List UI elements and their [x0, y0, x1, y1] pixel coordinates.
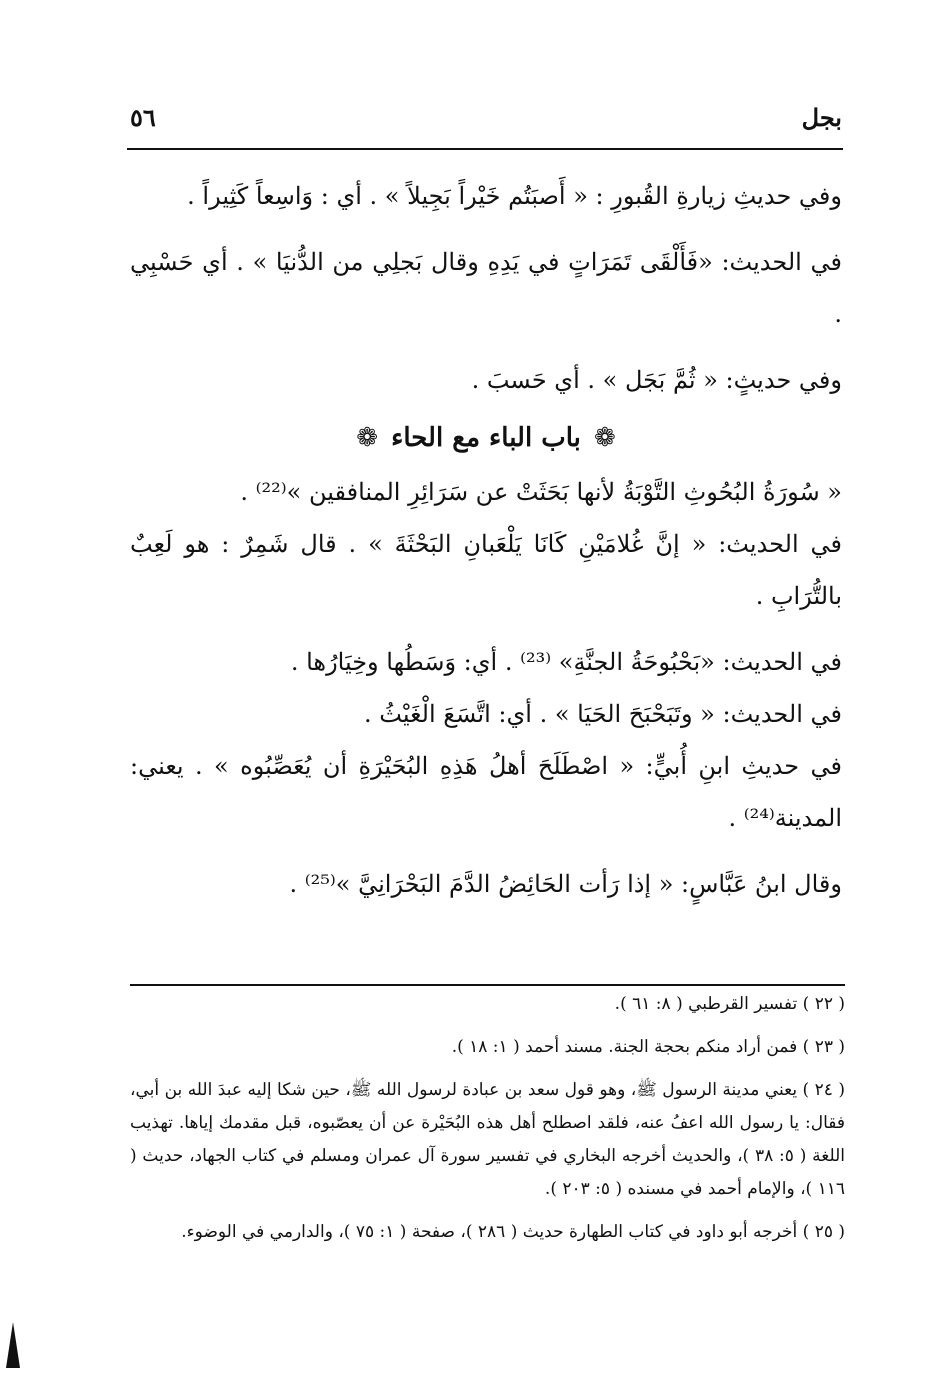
paragraph-5: في الحديث: « إنَّ غُلامَيْنِ كَانَا يَلْعَبانِ البَحْثَةَ » . قال شَمِرٌ : هو لَعِبٌ بالتُّرَابِ .: [130, 530, 842, 610]
ornament-left-icon: ❁: [356, 423, 379, 453]
paragraph-9: وقال ابنُ عَبَّاسٍ: « إذا رَأت الحَائِضُ الدَّمَ البَحْرَانِيَّ »⁽²⁵⁾ .: [289, 870, 842, 898]
paragraph-3: وفي حديثٍ: « ثُمَّ بَجَل » . أي حَسبَ .: [471, 366, 842, 394]
entry-word-header: بجل: [801, 103, 842, 132]
footnote-rule: [130, 984, 845, 986]
section-heading: [130, 412, 842, 464]
footnote-25: ( ٢٥ ) أخرجه أبو داود في كتاب الطهارة حديث ( ٢٨٦ )، صفحة ( ١: ٧٥ )، والدارمي في الوضوء.: [181, 1222, 845, 1242]
paragraph-4: « سُورَةُ البُحُوثِ التَّوْبَةُ لأنها بَحَثَتْ عن سَرَائِرِ المنافقين »⁽²²⁾ .: [240, 478, 842, 506]
main-text: [130, 170, 842, 910]
paragraph-8: في حديثِ ابنِ أُبيٍّ: « اصْطَلَحَ أهلُ هَذِهِ البُحَيْرَةِ أن يُعَصِّبُوه » . يعني: المدينة⁽²⁴⁾ .: [130, 752, 842, 832]
header-rule: [127, 148, 843, 150]
paragraph-7: في الحديث: « وتَبَحْبَحَ الحَيَا » . أي: اتَّسَعَ الْغَيْثُ .: [364, 700, 842, 728]
footnote-24: ( ٢٤ ) يعني مدينة الرسول ﷺ، وهو قول سعد بن عبادة لرسول الله ﷺ، حين شكا إليه عبدَ الله بن أبي، فقال: يا رسول الله اعفُ عنه، فلقد اصطلح أهل هذه البُحَيْرة عن أن يعصّبوه، قبل مقدمك إياها. تهذيب اللغة ( ٥: ٣٨ )، والحديث أخرجه البخاري في تفسير سورة آل عمران ومسلم في كتاب الجهاد، حديث ( ١١٦ )، والإمام أحمد في مسنده ( ٥: ٢٠٣ ).: [130, 1080, 845, 1199]
footnote-22: ( ٢٢ ) تفسير القرطبي ( ٨: ٦١ ).: [614, 994, 845, 1014]
section-heading-text: باب الباء مع الحاء: [391, 423, 581, 453]
paragraph-2: في الحديث: «فَأَلْقَى تَمَرَاتٍ في يَدِهِ وقال بَجلِي من الدُّنيَا » . أي حَسْبِي .: [130, 248, 842, 328]
footnote-23: ( ٢٣ ) فمن أراد منكم بحجة الجنة. مسند أحمد ( ١: ١٨ ).: [451, 1037, 845, 1057]
ornament-right-icon: ❁: [593, 423, 616, 453]
paragraph-6: في الحديث: «بَحْبُوحَةُ الجنَّةِ» ⁽²³⁾ . أي: وَسَطُها وخِيَارُها .: [290, 648, 842, 676]
paragraph-1: وفي حديثِ زيارةِ القُبورِ : « أَصبَتُم خَيْراً بَجِيلاً » . أي : وَاسِعاً كَثِيراً .: [187, 182, 842, 210]
gutter-mark: [6, 1322, 20, 1368]
running-head: [130, 92, 842, 132]
page-number: ٥٦: [130, 103, 156, 132]
footnotes: [130, 988, 845, 1259]
